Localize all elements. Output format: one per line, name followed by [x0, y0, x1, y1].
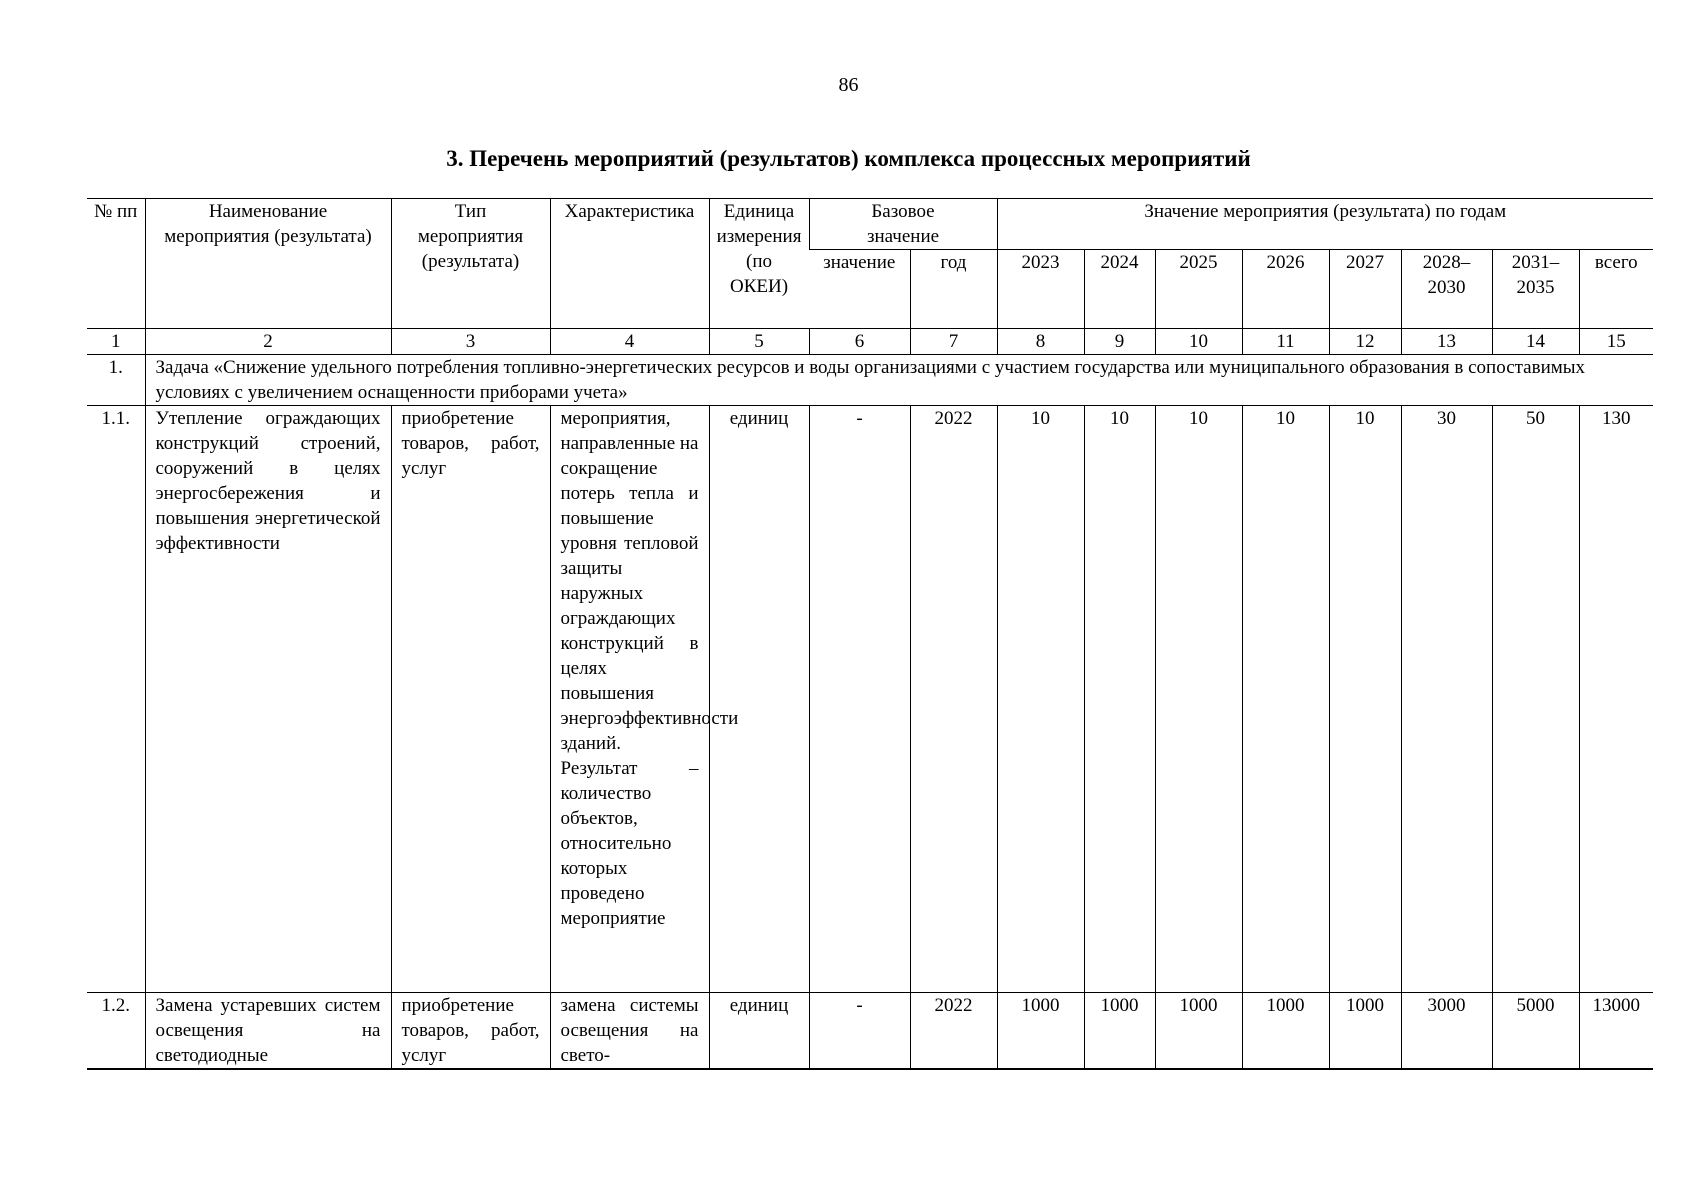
header-base-year: год [910, 250, 997, 329]
header-year-2028-2030: 2028–2030 [1401, 250, 1492, 329]
row-value-2023: 1000 [997, 993, 1084, 1070]
table-row [87, 406, 1653, 993]
row-type: приобретение товаров, работ, услуг [391, 993, 550, 1070]
row-base-value: - [809, 993, 910, 1070]
col-number: 12 [1329, 329, 1401, 355]
task-row [87, 355, 1653, 406]
row-value-2026: 10 [1242, 406, 1329, 993]
col-number: 3 [391, 329, 550, 355]
row-unit: единиц [709, 993, 809, 1070]
task-num: 1. [87, 355, 145, 406]
col-number: 9 [1084, 329, 1155, 355]
row-value-2023: 10 [997, 406, 1084, 993]
row-value-2027: 10 [1329, 406, 1401, 993]
header-characteristic: Характеристика [550, 199, 709, 329]
col-number: 5 [709, 329, 809, 355]
header-year-2027: 2027 [1329, 250, 1401, 329]
col-number: 13 [1401, 329, 1492, 355]
row-base-value: - [809, 406, 910, 993]
col-number: 11 [1242, 329, 1329, 355]
row-unit: единиц [709, 406, 809, 993]
row-value-2025: 10 [1155, 406, 1242, 993]
header-year-2031-2035: 2031–2035 [1492, 250, 1579, 329]
header-year-2026: 2026 [1242, 250, 1329, 329]
row-value-2024: 1000 [1084, 993, 1155, 1070]
row-characteristic: мероприятия, направленные на сокращение потерь тепла и повышение уровня тепловой защиты наружных ограждающих конструкций в целях повышения энергоэффективности зданий. Результат – количество объектов, относительно которых проведено мероприятие [550, 406, 709, 993]
row-value-2028-2030: 30 [1401, 406, 1492, 993]
header-years-group: Значение мероприятия (результата) по годам [997, 199, 1653, 250]
page-number: 86 [838, 74, 859, 96]
header-name: Наименование мероприятия (результата) [145, 199, 391, 329]
row-num: 1.1. [101, 408, 130, 429]
col-number: 8 [997, 329, 1084, 355]
header-type: Тип мероприятия (результата) [391, 199, 550, 329]
row-characteristic: замена системы освещения на свето- [550, 993, 709, 1070]
column-numbers-row [87, 329, 1653, 355]
activities-table [87, 198, 1653, 1070]
col-number: 7 [910, 329, 997, 355]
header-unit: Единица измерения (по ОКЕИ) [709, 199, 809, 329]
row-base-year: 2022 [910, 406, 997, 993]
col-number: 10 [1155, 329, 1242, 355]
col-number: 6 [809, 329, 910, 355]
row-value-2025: 1000 [1155, 993, 1242, 1070]
header-year-total: всего [1579, 250, 1653, 329]
row-num: 1.2. [87, 993, 145, 1070]
col-number: 14 [1492, 329, 1579, 355]
header-base-value: значение [809, 250, 910, 329]
col-number: 1 [87, 329, 145, 355]
row-value-2031-2035: 50 [1492, 406, 1579, 993]
task-text: Задача «Снижение удельного потребления топливно-энергетических ресурсов и воды организациями с участием государства или муниципального образования в сопоставимых условиях с увеличением оснащенности приборами учета» [145, 355, 1653, 406]
row-value-2027: 1000 [1329, 993, 1401, 1070]
row-value-2026: 1000 [1242, 993, 1329, 1070]
col-number: 4 [550, 329, 709, 355]
header-base: Базовое значение [809, 199, 997, 250]
row-value-2031-2035: 5000 [1492, 993, 1579, 1070]
row-type: приобретение товаров, работ, услуг [391, 406, 550, 993]
header-row-1 [87, 199, 1653, 250]
col-number: 2 [145, 329, 391, 355]
page-title: 3. Перечень мероприятий (результатов) комплекса процессных мероприятий [446, 146, 1251, 171]
row-value-2028-2030: 3000 [1401, 993, 1492, 1070]
row-name: Утепление ограждающих конструкций строений, сооружений в целях энергосбережения и повышения энергетической эффективности [145, 406, 391, 993]
row-name: Замена устаревших систем освещения на светодиодные [145, 993, 391, 1070]
col-number: 15 [1579, 329, 1653, 355]
row-value-total: 130 [1579, 406, 1653, 993]
row-base-year: 2022 [910, 993, 997, 1070]
row-value-2024: 10 [1084, 406, 1155, 993]
header-num: № пп [87, 199, 145, 329]
header-year-2023: 2023 [997, 250, 1084, 329]
header-year-2025: 2025 [1155, 250, 1242, 329]
table-row [87, 993, 1653, 1070]
row-value-total: 13000 [1579, 993, 1653, 1070]
header-year-2024: 2024 [1084, 250, 1155, 329]
